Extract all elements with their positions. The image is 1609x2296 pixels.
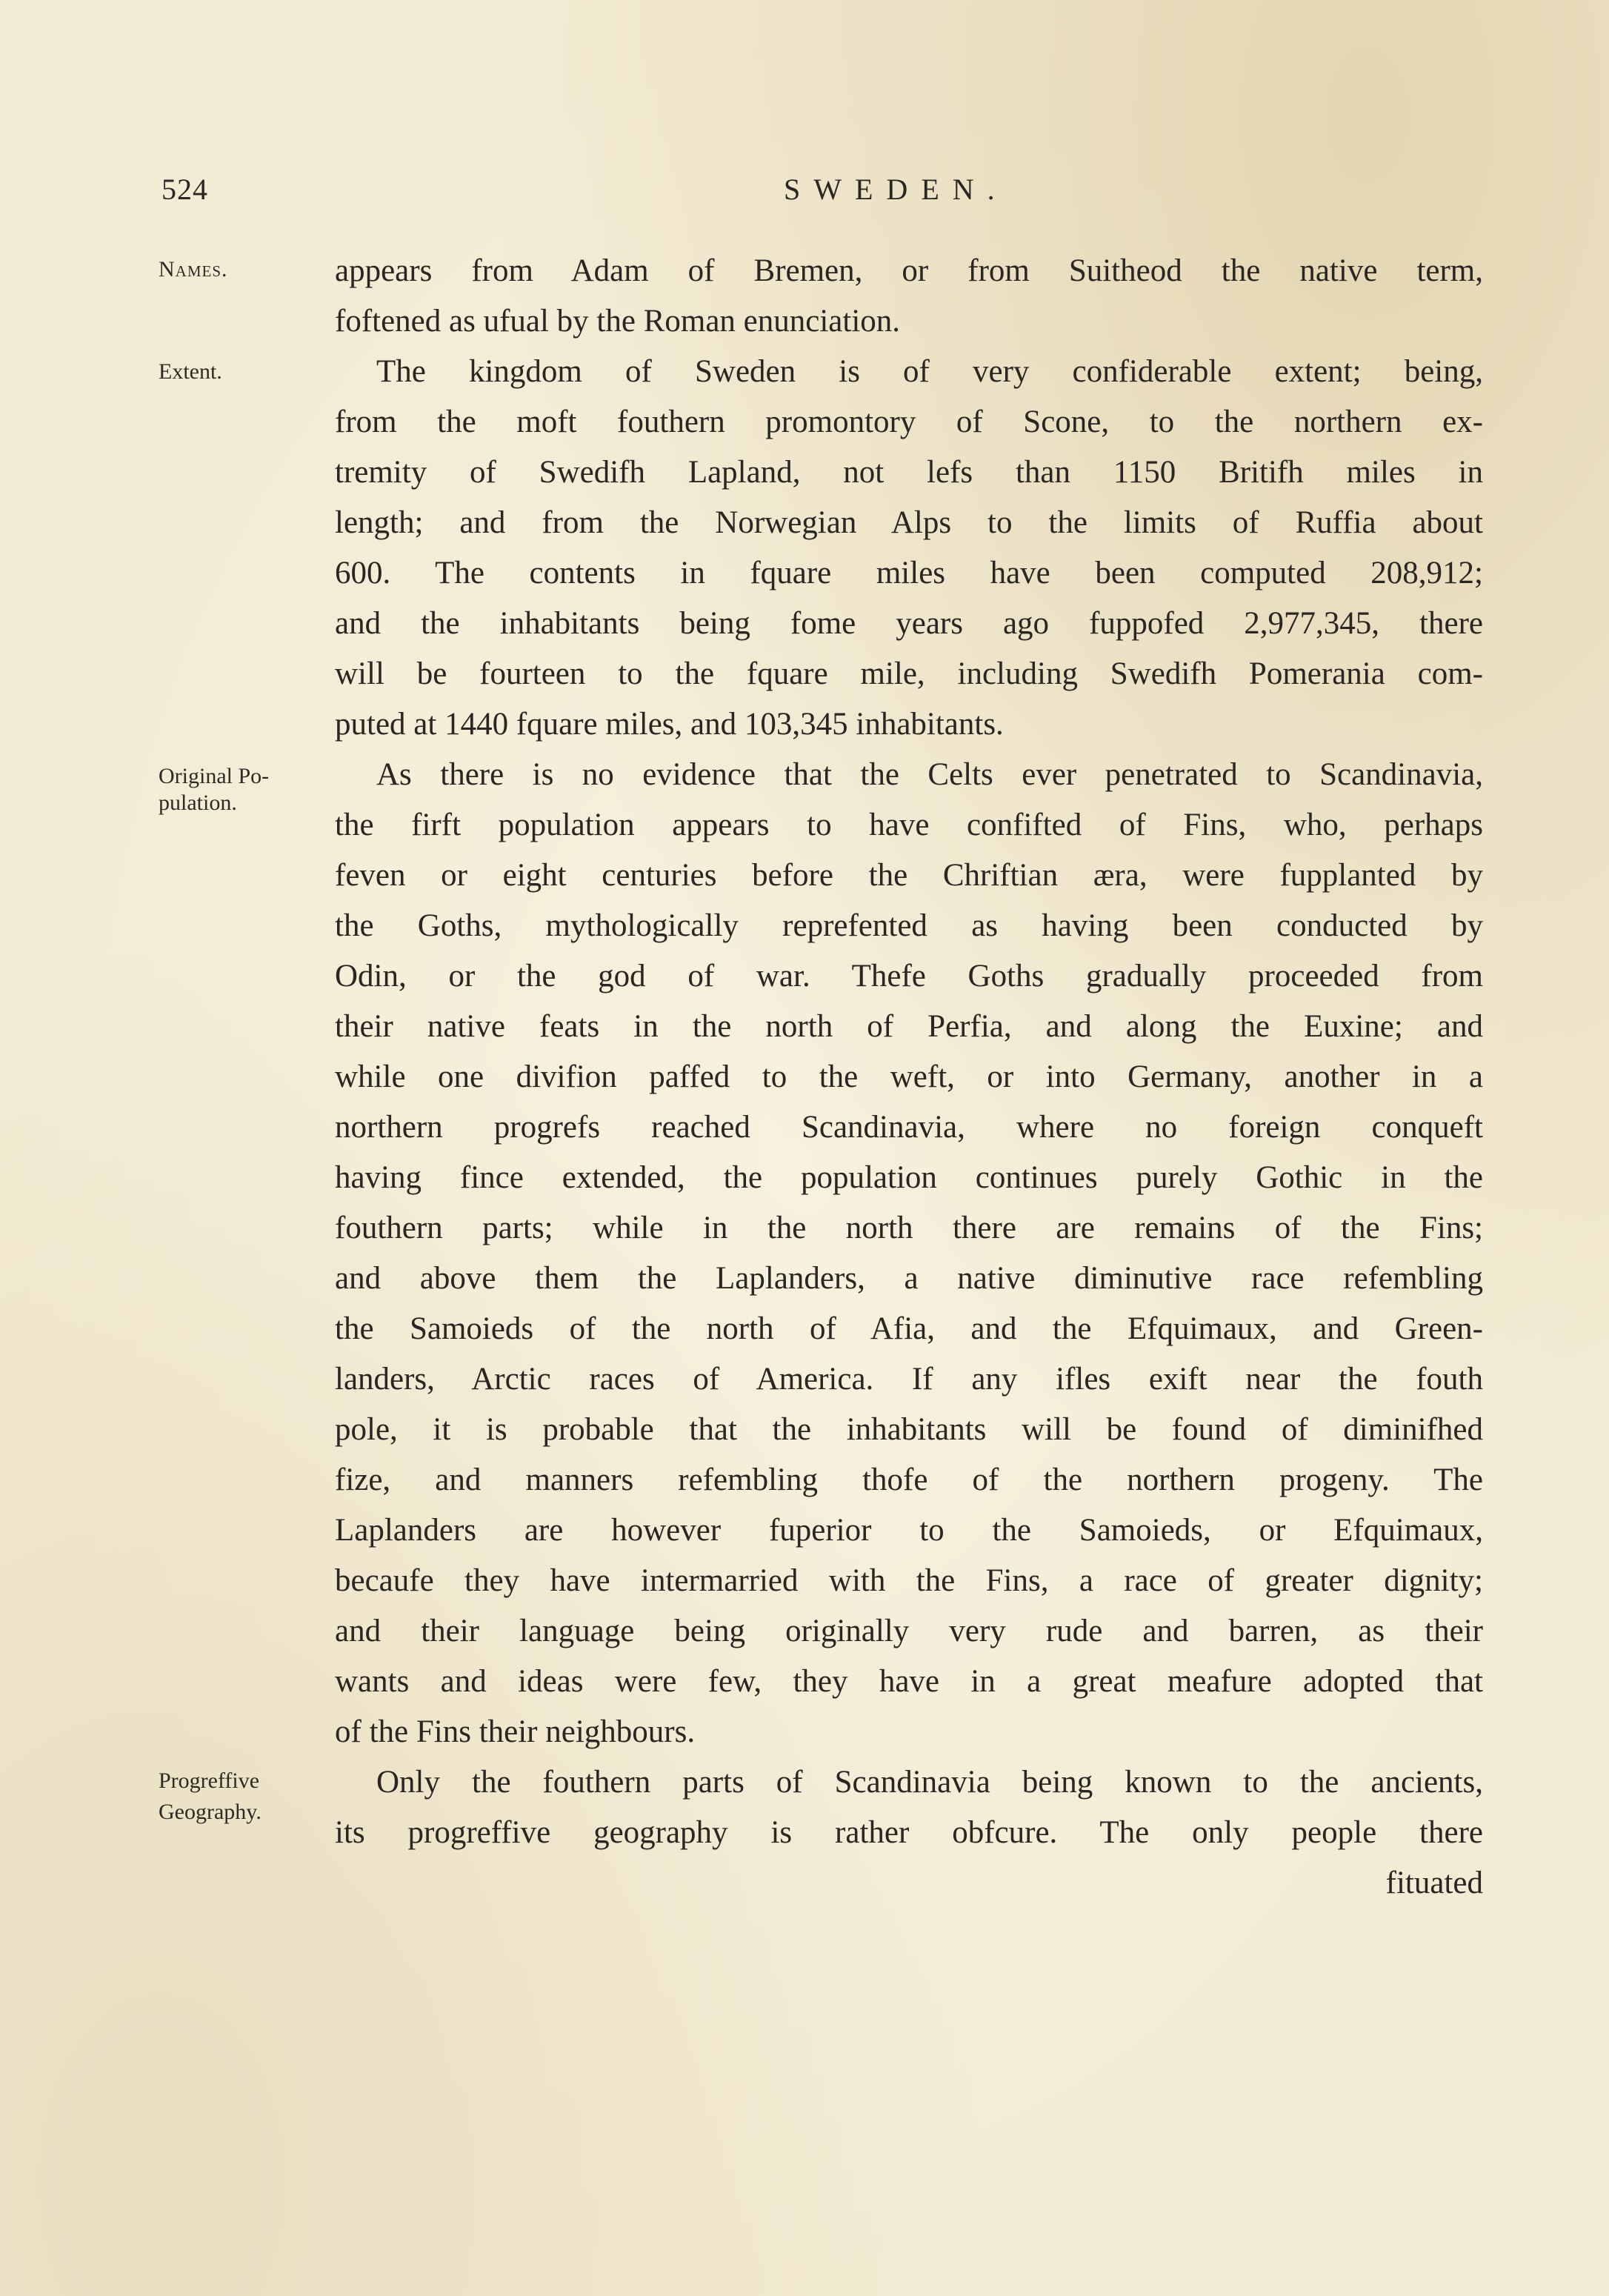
text-line: landers, Arctic races of America. If any ifles exift near the fouth (335, 1362, 1483, 1397)
text-line: the Goths, mythologically reprefented as having been conducted by (335, 908, 1483, 943)
sidenote-original-population-2: pulation. (159, 791, 237, 815)
text-line: puted at 1440 fquare miles, and 103,345 inhabitants. (335, 707, 1004, 742)
text-line: As there is no evidence that the Celts ever penetrated to Scandinavia, (376, 757, 1483, 792)
sidenote-original-population-1: Original Po- (159, 764, 270, 788)
text-line: the Samoieds of the north of Afia, and the Efquimaux, and Green- (335, 1311, 1483, 1346)
text-line: fouthern parts; while in the north there are remains of the Fins; (335, 1211, 1483, 1245)
text-line: Only the fouthern parts of Scandinavia being known to the ancients, (376, 1765, 1483, 1800)
text-line: fize, and manners refembling thofe of the northern progeny. The (335, 1463, 1483, 1497)
sidenote-progressive-geography-1: Progreffive (159, 1768, 260, 1793)
sidenote-extent: Extent. (159, 359, 222, 384)
text-line: and their language being originally very rude and barren, as their (335, 1614, 1483, 1648)
text-line: of the Fins their neighbours. (335, 1714, 696, 1749)
text-line: and above them the Laplanders, a native diminutive race refembling (335, 1261, 1483, 1296)
text-line: having fince extended, the population continues purely Gothic in the (335, 1160, 1483, 1195)
text-line: their native feats in the north of Perfia, and along the Euxine; and (335, 1009, 1483, 1044)
text-line: 600. The contents in fquare miles have been computed 208,912; (335, 556, 1483, 590)
text-line: pole, it is probable that the inhabitants will be found of diminifhed (335, 1412, 1483, 1447)
page-header (0, 172, 1609, 216)
text-line: its progreffive geography is rather obfcure. The only people there (335, 1815, 1483, 1850)
text-line: becaufe they have intermarried with the Fins, a race of greater dignity; (335, 1563, 1483, 1598)
text-line: feven or eight centuries before the Chriftian æra, were fupplanted by (335, 858, 1483, 893)
sidenote-progressive-geography-2: Geography. (159, 1800, 261, 1824)
text-line: will be fourteen to the fquare mile, including Swedifh Pomerania com- (335, 656, 1483, 691)
text-line: The kingdom of Sweden is of very confiderable extent; being, (376, 354, 1483, 389)
text-line: the firft population appears to have confifted of Fins, who, perhaps (335, 808, 1483, 842)
text-line: northern progrefs reached Scandinavia, where no foreign conqueft (335, 1110, 1483, 1145)
text-line: tremity of Swedifh Lapland, not lefs than 1150 Britifh miles in (335, 455, 1483, 490)
text-line: wants and ideas were few, they have in a great meafure adopted that (335, 1664, 1483, 1699)
text-line: appears from Adam of Bremen, or from Suitheod the native term, (335, 253, 1483, 288)
text-line: length; and from the Norwegian Alps to the limits of Ruffia about (335, 505, 1483, 540)
text-line: foftened as ufual by the Roman enunciation. (335, 304, 901, 339)
catchword: fituated (1385, 1866, 1483, 1900)
text-line: Odin, or the god of war. Thefe Goths gradually proceeded from (335, 959, 1483, 994)
text-line: while one divifion paffed to the weft, or into Germany, another in a (335, 1059, 1483, 1094)
text-line: Laplanders are however fuperior to the Samoieds, or Efquimaux, (335, 1513, 1483, 1548)
text-line: and the inhabitants being fome years ago fuppofed 2,977,345, there (335, 606, 1483, 641)
sidenote-names: Names. (159, 257, 228, 282)
text-line: from the moft fouthern promontory of Scone, to the northern ex- (335, 405, 1483, 439)
running-head: SWEDEN. (784, 173, 1008, 206)
page-number: 524 (161, 173, 208, 206)
